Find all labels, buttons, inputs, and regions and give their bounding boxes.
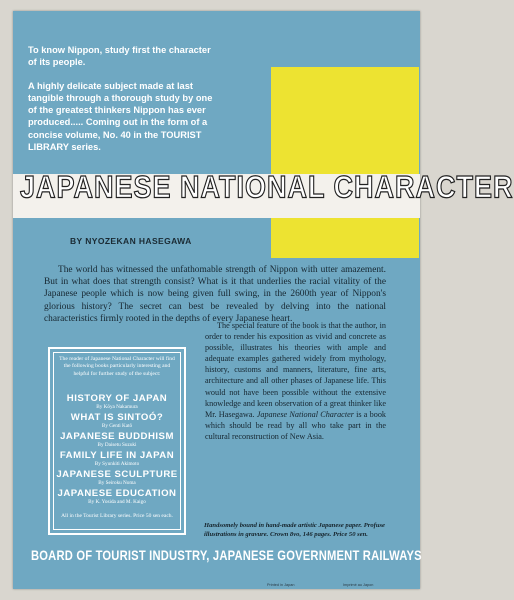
book-item [50, 488, 184, 505]
lead-paragraph [44, 264, 386, 325]
book-item-author: By Genti Katô [101, 423, 133, 429]
book-item-title: FAMILY LIFE IN JAPAN [59, 450, 175, 461]
book-item-title: WHAT IS SINTOÓ? [70, 412, 164, 423]
book-item-author: By Seiroku Noma [98, 480, 136, 486]
publisher-footer: BOARD OF TOURIST INDUSTRY, JAPANESE GOVERNMENT RAILWAYS [31, 549, 422, 564]
book-item-title: HISTORY OF JAPAN [66, 393, 168, 404]
feature-text [205, 320, 386, 442]
author-byline: BY NYOZEKAN HASEGAWA [70, 236, 192, 246]
book-item [50, 469, 184, 486]
book-item-author: By Syunkiti Akimoto [94, 461, 140, 467]
feature-text-before: The special feature of the book is that the author, in order to render his exposition as vivid and concrete as possible, illustrates his theories with ample and adequate examples gathered widely from mythology, history, customs and manners, literature, fine arts, architecture and all other phases of Japanese life. This would not have been possible without the extensive knowledge and keen observation of a great thinker like Mr. Hasegawa. [205, 321, 386, 419]
related-books-intro: The reader of Japanese National Character will find the following books particularly interesting and helpful for further study of the subject: [59, 356, 175, 377]
book-item-author: By K. Yosida and M. Kaigo [88, 499, 146, 505]
binding-details: Handsomely bound in hand-made artistic Japanese paper. Profuse illustrations in gravure. Crown 8vo, 146 pages. Price 50 sen. [204, 522, 385, 538]
book-item-title: JAPANESE EDUCATION [57, 488, 177, 499]
book-title: JAPANESE NATIONAL CHARACTER [20, 170, 514, 205]
book-item [50, 450, 184, 467]
feature-title-italic: Japanese National Character [256, 409, 354, 419]
book-item-title: JAPANESE SCULPTURE [56, 469, 178, 480]
book-item-author: By Daisetu Suzuki [97, 442, 137, 448]
related-books-footer: All in the Tourist Library series. Price 50 sen each. [61, 513, 173, 519]
related-books-list [50, 393, 184, 507]
book-item [50, 412, 184, 429]
book-item [50, 431, 184, 448]
book-item-author: By Kōya Nakamura [96, 404, 138, 410]
book-item-title: JAPANESE BUDDHISM [60, 431, 174, 442]
printed-in-japan: Printed in Japan [267, 583, 295, 587]
imprime-au-japon: Imprimé au Japon [343, 583, 374, 587]
lead-text: The world has witnessed the unfathomable strength of Nippon with utter amazement. But in what does that strength consist? What is it that underlies the racial vitality of the Japanese people which is now being given full swing, in the 2600th year of Nippon's glorious history? The secret can best be revealed by delving into the national characteristics firmly rooted in the depths of every Japanese heart. [44, 265, 386, 324]
intro-paragraph-1: To know Nippon, study first the character of its people. [28, 45, 211, 68]
book-item [50, 393, 184, 410]
intro-text [28, 44, 218, 164]
feature-text-after: is a book which should be read by all who take part in the cultural reconstruction of New Asia. [205, 409, 387, 441]
intro-paragraph-2: A highly delicate subject made at last tangible through a thorough study by one of the greatest thinkers Nippon has ever produced..... Coming out in the form of a concise volume, No. 40 in the TOURIST LIBRARY series. [28, 80, 213, 153]
yellow-block [271, 67, 419, 258]
feature-paragraph [205, 320, 386, 442]
